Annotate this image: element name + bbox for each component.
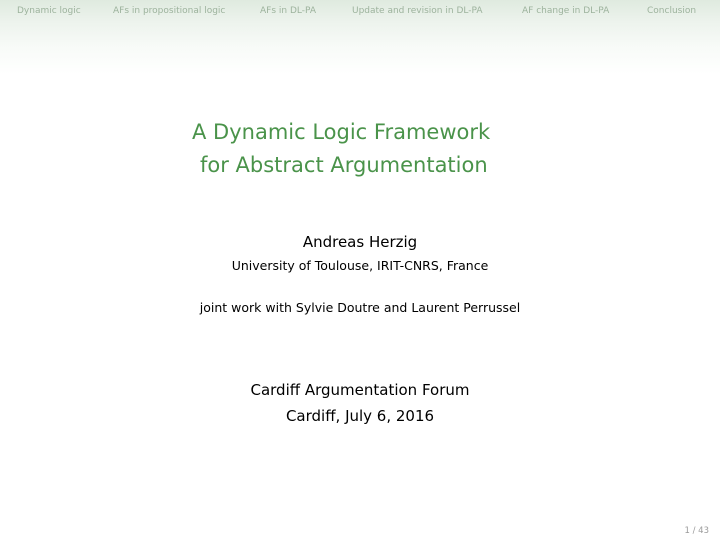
section-navigation [0,4,720,20]
author-name: Andreas Herzig [302,233,418,251]
nav-item-afs-in-propositional-logic[interactable]: AFs in propositional logic [113,6,226,16]
slide-title [0,116,720,182]
nav-item-afs-in-dl-pa[interactable]: AFs in DL-PA [260,6,316,16]
nav-item-dynamic-logic[interactable]: Dynamic logic [17,6,81,16]
event-name: Cardiff Argumentation Forum [250,381,470,399]
event-date: Cardiff, July 6, 2016 [285,407,435,425]
slide-title-line-2: for Abstract Argumentation [200,153,488,177]
nav-item-conclusion[interactable]: Conclusion [647,6,697,16]
nav-item-af-change-in-dl-pa[interactable]: AF change in DL-PA [522,6,610,16]
page-number: 1 / 43 [684,526,709,536]
slide-title-line-1: A Dynamic Logic Framework [192,120,491,144]
joint-work-note: joint work with Sylvie Doutre and Laurent Perrussel [199,300,521,315]
author-institute: University of Toulouse, IRIT-CNRS, France [231,258,489,273]
nav-item-update-and-revision[interactable]: Update and revision in DL-PA [352,6,483,16]
